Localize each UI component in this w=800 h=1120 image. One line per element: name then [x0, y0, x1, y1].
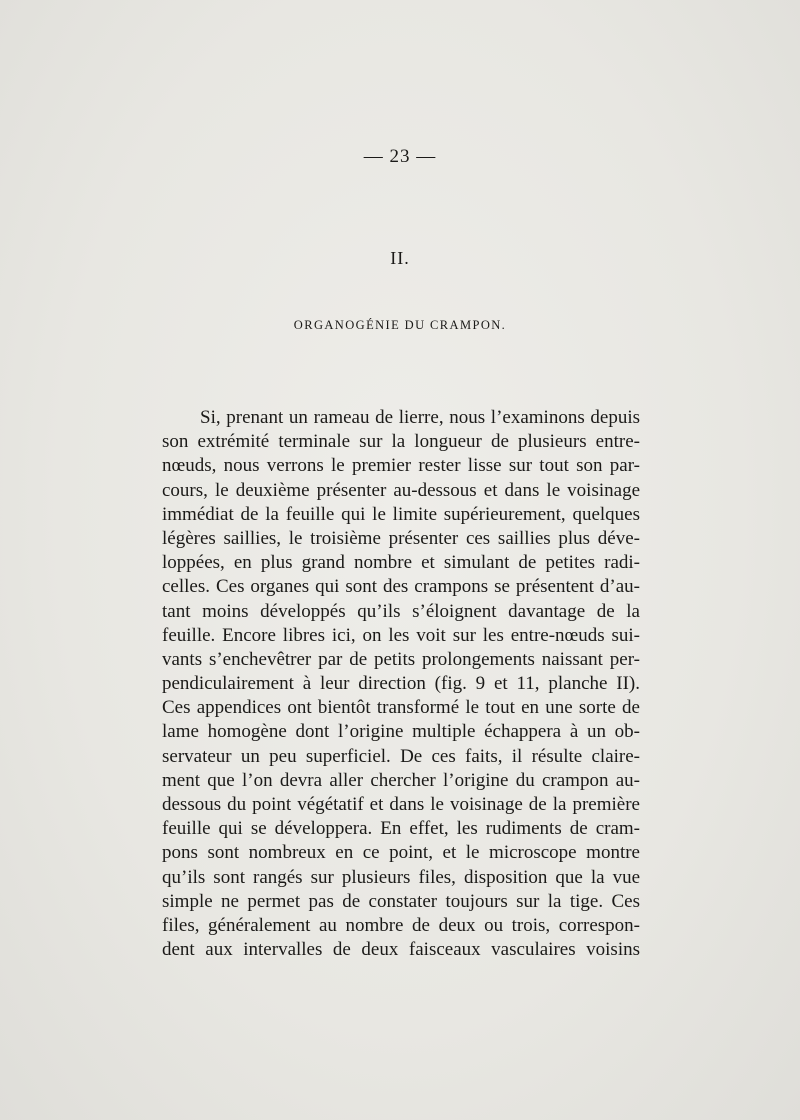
text-line: celles. Ces organes qui sont des crampons se présentent d’au- — [162, 576, 640, 598]
text-line: vants s’enchevêtrer par de petits prolongements naissant per- — [162, 648, 640, 670]
section-number: II. — [390, 248, 410, 268]
text-line: loppées, en plus grand nombre et simulant de petites radi- — [162, 552, 640, 574]
section-title: ORGANOGÉNIE DU CRAMPON. — [293, 318, 507, 332]
text-line: ment que l’on devra aller chercher l’origine du crampon au- — [162, 769, 640, 791]
body-paragraph — [162, 406, 640, 962]
text-line: Si, prenant un rameau de lierre, nous l’examinons depuis — [200, 407, 640, 428]
text-line: son extrémité terminale sur la longueur de plusieurs entre- — [162, 431, 640, 453]
text-line: cours, le deuxième présenter au-dessous et dans le voisinage — [162, 479, 640, 501]
text-line: lame homogène dont l’origine multiple échappera à un ob- — [162, 721, 640, 743]
text-line: qu’ils sont rangés sur plusieurs files, disposition que la vue — [162, 866, 640, 888]
text-line: tant moins développés qu’ils s’éloignent davantage de la — [162, 600, 640, 622]
text-line: pendiculairement à leur direction (fig. 9 et 11, planche II). — [162, 673, 640, 695]
text-line: simple ne permet pas de constater toujours sur la tige. Ces — [162, 890, 640, 912]
text-line: nœuds, nous verrons le premier rester lisse sur tout son par- — [162, 455, 640, 477]
text-line: files, généralement au nombre de deux ou trois, correspon- — [162, 914, 640, 936]
text-line: pons sont nombreux en ce point, et le microscope montre — [162, 842, 640, 864]
text-line: servateur un peu superficiel. De ces faits, il résulte claire- — [162, 745, 640, 767]
text-line: Ces appendices ont bientôt transformé le tout en une sorte de — [162, 697, 640, 719]
text-line: immédiat de la feuille qui le limite supérieurement, quelques — [162, 503, 640, 525]
text-line: feuille qui se développera. En effet, les rudiments de cram- — [162, 818, 640, 840]
text-line: dent aux intervalles de deux faisceaux vasculaires voisins — [162, 939, 640, 961]
text-line: feuille. Encore libres ici, on les voit sur les entre-nœuds sui- — [162, 624, 640, 646]
page-number: — 23 — — [363, 146, 437, 167]
text-line: dessous du point végétatif et dans le voisinage de la première — [162, 794, 640, 815]
text-line: légères saillies, le troisième présenter ces saillies plus déve- — [162, 527, 640, 549]
